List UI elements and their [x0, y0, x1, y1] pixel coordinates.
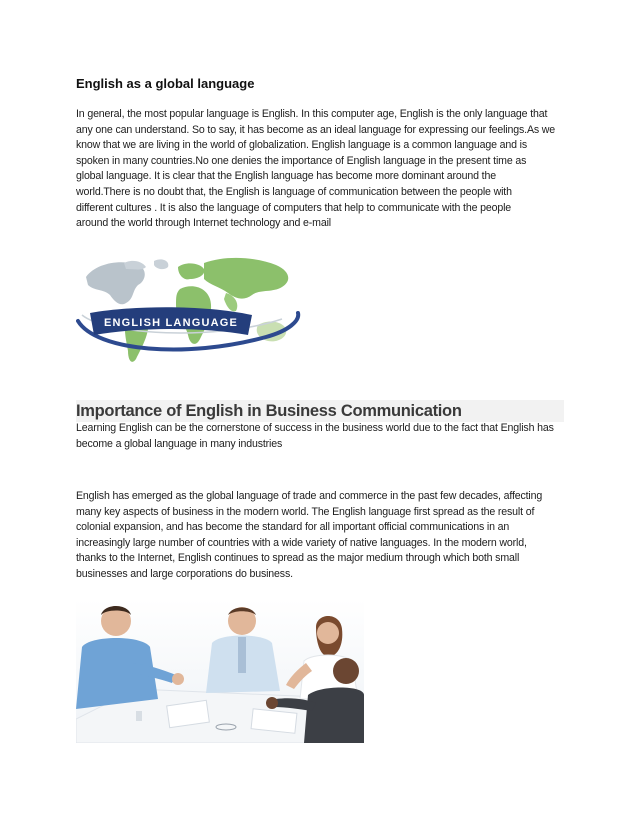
article-title: English as a global language [76, 76, 255, 91]
english-language-map-image [76, 255, 302, 375]
section-heading: Importance of English in Business Communication [76, 402, 462, 420]
business-meeting-photo [76, 599, 364, 743]
banner-label: ENGLISH LANGUAGE [103, 317, 239, 329]
english-language-banner [90, 307, 252, 335]
business-paragraph-1: Learning English can be the cornerstone of success in the business world due to the fact that English has become a global language in many industries [76, 422, 554, 450]
intro-paragraph: In general, the most popular language is English. In this computer age, English is the only language that any one can understand. So to say, it has become as an ideal language for expressing our feelings.As we know that we are living in the world of globalization. English language is a common language and is spoken in many countries.No one denies the importance of English language in the present time as global language. It is clear that the English language has become more dominant around the world.There is no doubt that, the English is language of communication between the people with different cultures . It is also the language of computers that help to communicate with the people around the world through Internet technology and e-mail [76, 108, 556, 230]
business-paragraph-2: English has emerged as the global language of trade and commerce in the past few decades, affecting many key aspects of business in the modern world. The English language first spread as the result of colonial expansion, and has become the standard for all important official communications in an increasingly large number of countries with a wide variety of native languages. In the modern world, thanks to the Internet, English continues to spread as the major medium through which both small businesses and large corporations do business. [76, 490, 543, 580]
